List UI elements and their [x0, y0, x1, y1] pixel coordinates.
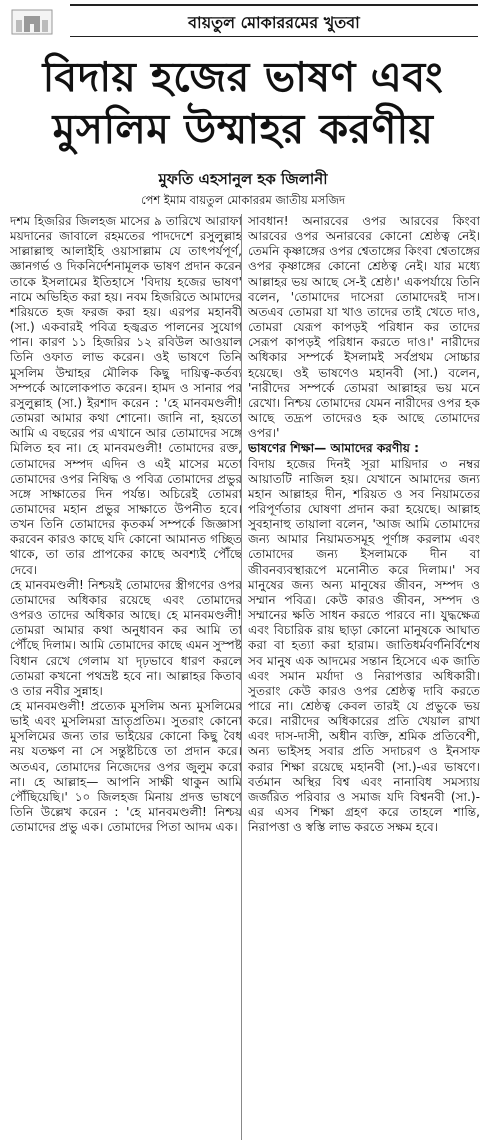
body-paragraph: দশম হিজরির জিলহজ মাসের ৯ তারিখে আরাফা ময়দানের জাবালে রহমতের পাদদেশে রসুলুল্লাহ সাল্লাল্লাহু আলাইহি ওয়াসাল্লাম যে তাৎপর্যপূর্ণ, জ্ঞানগর্ভ ও দিকনির্দেশনামূলক ভাষণ প্রদান করেন তাকে ইসলামের ইতিহাসে 'বিদায় হজের ভাষণ' নামে অভিহিত করা হয়। নবম হিজরিতে আমাদের শরিয়তে হজ ফরজ করা হয়। এরপর মহানবী (সা.) একবারই পবিত্র হজ্বব্রত পালনের সুযোগ পান। কারণ ১১ হিজরির ১২ রবিউল আওয়াল তিনি ওফাত লাভ করেন। ওই ভাষণে তিনি মুসলিম উম্মাহর মৌলিক কিছু দায়িত্ব-কর্তব্য সম্পর্কে আলোকপাত করেন। হামদ ও সানার পর রসুলুল্লাহ (সা.) ইরশাদ করেন : 'হে মানবমণ্ডলী! তোমরা আমার কথা শোনো। জানি না, হয়তো আমি এ বছরের পর এখানে আর তোমাদের সঙ্গে মিলিত হব না। হে মানবমণ্ডলী! তোমাদের রক্ত, তোমাদের সম্পদ এদিন ও এই মাসের মতো তোমাদের ওপর নিষিদ্ধ ও পবিত্র তোমাদের প্রভুর সঙ্গে সাক্ষাতের দিন পর্যন্ত। অচিরেই তোমরা তোমাদের মহান প্রভুর সাক্ষাতে উপনীত হবে। তখন তিনি তোমাদের কৃতকর্ম সম্পর্কে জিজ্ঞাসা করবেন কারও কাছে যদি কোনো আমানত গচ্ছিত থাকে, তা তার প্রাপকের কাছে অবশ্যই পৌঁছে দেবে। — [10, 214, 242, 577]
header-rule-top — [70, 4, 478, 6]
body-paragraph: হে মানবমণ্ডলী! প্রত্যেক মুসলিম অন্য মুসলিমের ভাই এবং মুসলিমরা ভ্রাতৃপ্রতিম। সুতরাং কোনো মুসলিমের জন্য তার ভাইয়ের কোনো কিছু বৈধ নয় যতক্ষণ না সে সন্তুষ্টচিত্তে তা প্রদান করে। অতএব, তোমাদের নিজেদের ওপর জুলুম করো না। হে আল্লাহ— আপনি সাক্ষী থাকুন আমি পৌঁছিয়েছি।' ১০ জিলহজ মিনায় প্রদত্ত ভাষণে তিনি উল্লেখ করেন : 'হে মানবমণ্ডলী! নিশ্চয় তোমাদের প্রভু এক। তোমাদের পিতা আদম এক। — [10, 699, 242, 835]
section-heading: ভাষণের শিক্ষা— আমাদের করণীয় : — [248, 441, 419, 456]
body-paragraph: সাবধান! অনারবের ওপর আরবের কিংবা আরবের ওপর অনারবের কোনো শ্রেষ্ঠত্ব নেই। তেমনি কৃষ্ণাঙ্গের ওপর শ্বেতাঙ্গের কিংবা শ্বেতাঙ্গের ওপর কৃষ্ণাঙ্গের কোনো শ্রেষ্ঠত্ব নেই। যার মধ্যে আল্লাহর ভয় আছে সে-ই শ্রেষ্ঠ।' একপর্যায়ে তিনি বলেন, 'তোমাদের দাসেরা তোমাদেরই দাস। অতএব তোমরা যা খাও তাদের তাই খেতে দাও, তোমরা যেরূপ কাপড়ই পরিধান কর তাদের সেরূপ কাপড়ই পরিধান করতে দাও।' নারীদের অধিকার সম্পর্কে ইসলামই সর্বপ্রথম সোচ্চার হয়েছে। ওই ভাষণেও মহানবী (সা.) বলেন, 'নারীদের সম্পর্কে তোমরা আল্লাহর ভয় মনে রেখো। নিশ্চয় তোমাদের যেমন নারীদের ওপর হক আছে তদ্রূপ তাদেরও হক আছে তোমাদের ওপর।' — [248, 214, 480, 441]
mosque-icon — [10, 8, 54, 36]
author-name: মুফতি এহসানুল হক জিলানী — [158, 170, 328, 188]
column-name: বায়তুল মোকাররমের খুতবা — [188, 13, 360, 32]
body-paragraph: বিদায় হজের দিনই সূরা মায়িদার ৩ নম্বর আয়াতটি নাজিল হয়। যেখানে আমাদের জন্য মহান আল্লাহর দীন, শরিয়ত ও সব নিয়ামতের পরিপূর্ণতার ঘোষণা প্রদান করা হয়েছে। আল্লাহ সুবহানাহু তায়ালা বলেন, 'আজ আমি তোমাদের জন্য আমার নিয়ামতসমূহ পূর্ণাঙ্গ করলাম এবং তোমাদের জন্য ইসলামকে দীন বা জীবনব্যবস্থারূপে মনোনীত করে দিলাম।' সব মানুষের জন্য অন্য মানুষের জীবন, সম্পদ ও সম্মান পবিত্র। কেউ কারও জীবন, সম্পদ ও সম্মানের ক্ষতি সাধন করতে পারবে না। যুদ্ধক্ষেত্র এবং বিচারিক রায় ছাড়া কোনো মানুষকে আঘাত করা বা হত্যা করা হারাম। জাতিধর্মবর্ণনির্বিশেষ সব মানুষ এক আদমের সন্তান হিসেবে এক জাতি এবং সমান মর্যাদা ও নিরাপত্তার অধিকারী। সুতরাং কেউ কারও ওপর শ্রেষ্ঠত্ব দাবি করতে পারে না। শ্রেষ্ঠত্ব কেবল তারই যে প্রভুকে ভয় করে। নারীদের অধিকারের প্রতি খেয়াল রাখা এবং দাস-দাসী, অধীন ব্যক্তি, শ্রমিক প্রতিবেশী, অন্য ভাইসহ সবার প্রতি সদাচরণ ও ইনসাফ করার শিক্ষা রয়েছে মহানবী (সা.)-এর ভাষণে। বর্তমান অস্থির বিশ্ব এবং নানাবিধ সমস্যায় জর্জরিত পরিবার ও সমাজ যদি বিশ্বনবী (সা.)-এর এসব শিক্ষা গ্রহণ করে তাহলে শান্তি, নিরাপত্তা ও স্বস্তি লাভ করতে সক্ষম হবে। — [248, 456, 480, 835]
article-column-right — [248, 214, 480, 1142]
header-rule-bottom — [70, 36, 478, 37]
author-role: পেশ ইমাম বায়তুল মোকাররম জাতীয় মসজিদ — [140, 193, 346, 207]
article-column-left — [10, 214, 242, 1142]
headline-line-1: বিদায় হজের ভাষণ এবং — [42, 53, 444, 101]
body-paragraph: হে মানবমণ্ডলী! নিশ্চয়ই তোমাদের স্ত্রীগণের ওপর তোমাদের অধিকার রয়েছে এবং তোমাদের ওপরও তাদের অধিকার আছে। হে মানবমণ্ডলী! তোমরা আমার কথা অনুধাবন কর আমি তা পৌঁছে দিলাম। আমি তোমাদের কাছে এমন সুস্পষ্ট বিধান রেখে গেলাম যা দৃঢ়ভাবে ধারণ করলে তোমরা কখনো পথভ্রষ্ট হবে না। আল্লাহর কিতাব ও তার নবীর সুন্নাহ। — [10, 577, 242, 698]
page-header — [0, 0, 486, 40]
headline-line-2: মুসলিম উম্মাহর করণীয় — [52, 105, 434, 153]
column-divider — [241, 214, 242, 1140]
